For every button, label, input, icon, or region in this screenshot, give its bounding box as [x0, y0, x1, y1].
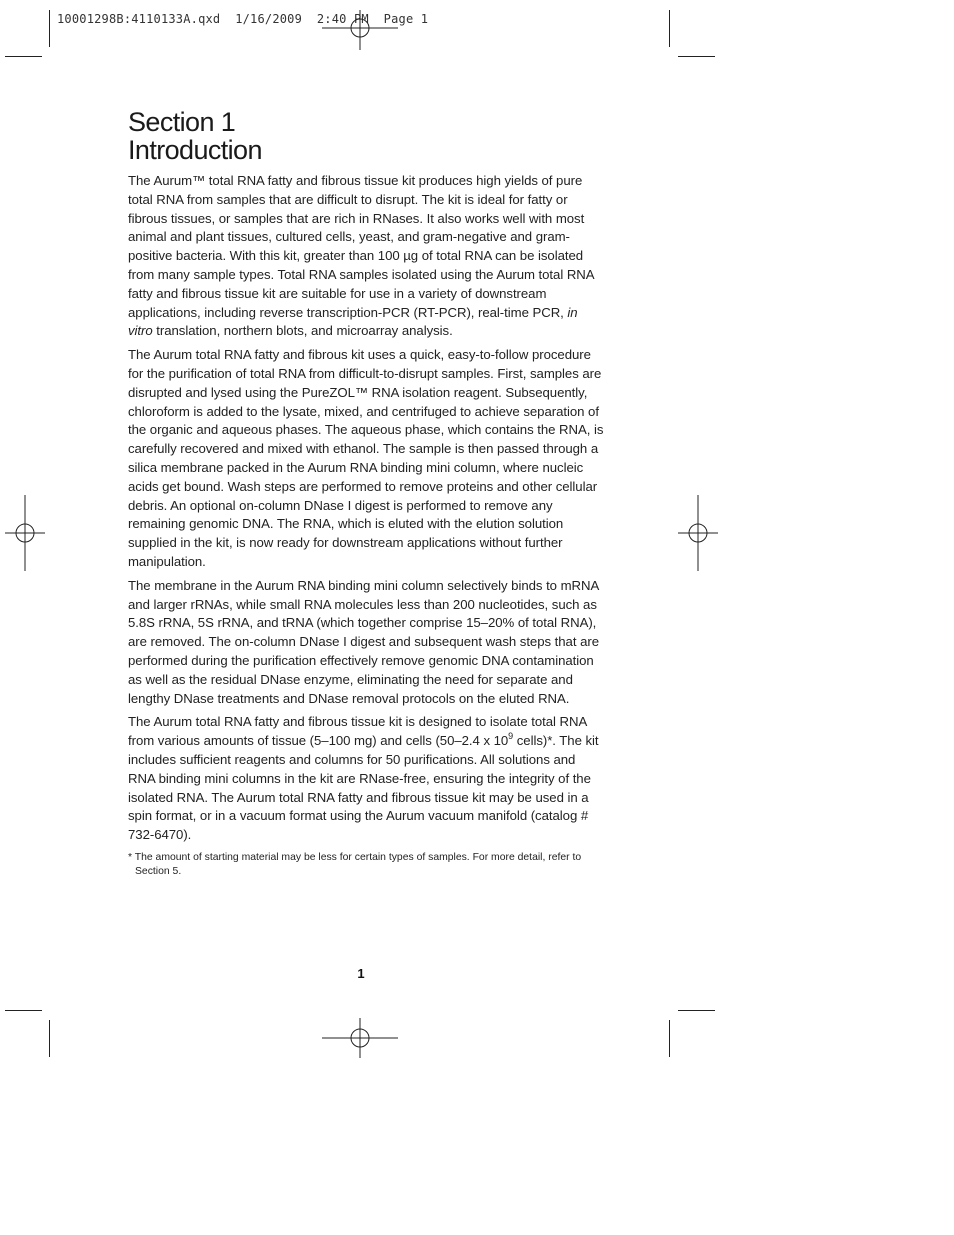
registration-mark-icon	[5, 495, 45, 571]
registration-mark-icon	[322, 10, 398, 50]
section-label: Section 1	[128, 107, 236, 137]
crop-mark	[669, 10, 670, 47]
crop-mark	[669, 1020, 670, 1057]
paragraph-text: cells)*. The kit includes sufficient reagents and columns for 50 purifications. All solutions and RNA binding mini columns in the kit are RNase-free, ensuring the integrity of the isolated RNA. The Aurum total RNA fatty and fibrous tissue kit may be used in a spin format, or in a vacuum format using the Aurum vacuum manifold (catalog # 732-6470).	[128, 733, 599, 843]
italic-term: in vitro	[128, 304, 578, 339]
crop-mark	[49, 1020, 50, 1057]
print-slug: 10001298B:4110133A.qxd 1/16/2009 2:40 PM Page 1	[57, 12, 429, 26]
footnote: * The amount of starting material may be less for certain types of samples. For more detail, refer to Section 5.	[128, 851, 582, 877]
crop-mark	[678, 56, 715, 57]
section-heading	[128, 108, 604, 164]
registration-mark-icon	[678, 495, 718, 571]
crop-mark	[49, 10, 50, 47]
paragraph-membrane: The membrane in the Aurum RNA binding mini column selectively binds to mRNA and larger rRNAs, while small RNA molecules less than 200 nucleotides, such as 5.8S rRNA, 5S rRNA, and tRNA (which together comprise 15–20% of total RNA), are removed. The on-column DNase I digest and subsequent wash steps that are performed during the purification effectively remove genomic DNA contamination as well as the residual DNase enzyme, eliminating the need for separate and lengthy DNase treatments and DNase removal protocols on the eluted RNA.	[128, 577, 599, 706]
section-title: Introduction	[128, 135, 262, 165]
registration-mark-icon	[322, 1018, 398, 1058]
page-content	[128, 108, 604, 879]
paragraph-text: The Aurum™ total RNA fatty and fibrous tissue kit produces high yields of pure total RNA from samples that are difficult to disrupt. The kit is ideal for fatty or fibrous tissues, or samples that are rich in RNases. It also works well with most animal and plant tissues, cultured cells, yeast, and gram-negative and gram-positive bacteria. With this kit, greater than 100 µg of total RNA can be isolated from many sample types. Total RNA samples isolated using the Aurum total RNA fatty and fibrous tissue kit are suitable for use in a variety of downstream applications, including reverse transcription-PCR (RT-PCR), real-time PCR,	[128, 173, 594, 320]
crop-mark	[5, 1010, 42, 1011]
paragraph-procedure: The Aurum total RNA fatty and fibrous kit uses a quick, easy-to-follow procedure for the purification of total RNA from difficult-to-disrupt samples. First, samples are disrupted and lysed using the PureZOL™ RNA isolation reagent. Subsequently, chloroform is added to the lysate, mixed, and centrifuged to achieve separation of the organic and aqueous phases. The aqueous phase, which contains the RNA, is carefully recovered and mixed with ethanol. The sample is then passed through a silica membrane packed in the Aurum RNA binding mini column, where nucleic acids get bound. Wash steps are performed to remove proteins and other cellular debris. An optional on-column DNase I digest is performed to remove any remaining genomic DNA. The RNA, which is eluted with the elution solution supplied in the kit, is now ready for downstream applications without further manipulation.	[128, 347, 604, 569]
crop-mark	[678, 1010, 715, 1011]
paragraph-capacity	[128, 713, 604, 845]
paragraph-text: The Aurum total RNA fatty and fibrous tissue kit is designed to isolate total RNA from various amounts of tissue (5–100 mg) and cells (50–2.4 x 10	[128, 714, 587, 749]
paragraph-text: translation, northern blots, and microarray analysis.	[152, 323, 453, 339]
crop-mark	[5, 56, 42, 57]
exponent: 9	[508, 731, 514, 742]
page-number: 1	[357, 966, 365, 981]
paragraph-overview	[128, 172, 604, 341]
